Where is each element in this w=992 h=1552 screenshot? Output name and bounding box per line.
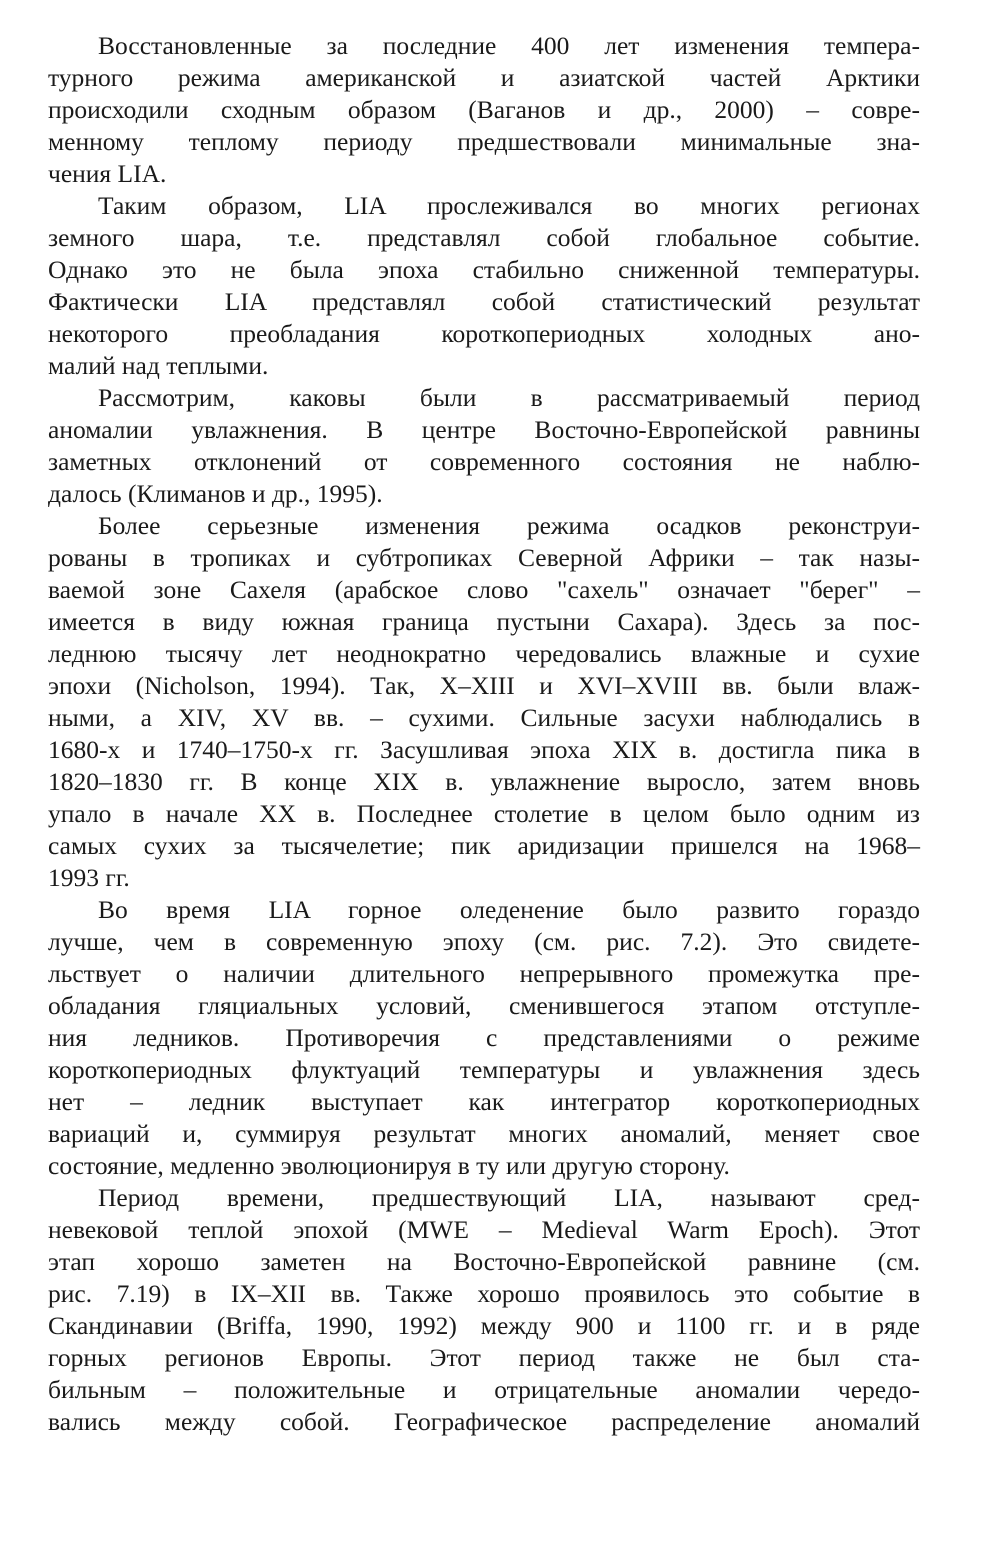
text-line: льствует о наличии длительного непрерывного промежутка пре- [48,959,920,988]
text-line: земного шара, т.е. представлял собой глобальное событие. [48,223,920,252]
text-line: состояние, медленно эволюционируя в ту или другую сторону. [48,1151,730,1180]
text-line: малий над теплыми. [48,351,269,380]
text-line: Фактически LIA представлял собой статистический результат [48,287,920,316]
text-line: Рассмотрим, каковы были в рассматриваемый период [98,383,920,412]
text-line: самых сухих за тысячелетие; пик аридизации пришелся на 1968– [48,831,920,860]
text-line: Однако это не была эпоха стабильно сниженной температуры. [48,255,920,284]
text-line: рованы в тропиках и субтропиках Северной Африки – так назы- [48,543,920,572]
document-page [48,30,920,1438]
text-line: ваемой зоне Сахеля (арабское слово "сахель" означает "берег" – [48,575,920,604]
text-line: имеется в виду южная граница пустыни Сахара). Здесь за пос- [48,607,920,636]
text-line: ными, а XIV, XV вв. – сухими. Сильные засухи наблюдались в [48,703,920,732]
text-line: чения LIA. [48,159,167,188]
paragraph [48,30,920,190]
text-line: этап хорошо заметен на Восточно-Европейской равнине (см. [48,1247,920,1276]
text-line: невековой теплой эпохой (MWE – Medieval Warm Epoch). Этот [48,1215,920,1244]
text-line: горных регионов Европы. Этот период также не был ста- [48,1343,920,1372]
text-line: бильным – положительные и отрицательные аномалии чередо- [48,1375,920,1404]
text-line: обладания гляциальных условий, сменившегося этапом отступле- [48,991,920,1020]
text-line: ния ледников. Противоречия с представлениями о режиме [48,1023,920,1052]
text-line: упало в начале XX в. Последнее столетие в целом было одним из [48,799,920,828]
paragraph [48,1182,920,1438]
paragraph [48,190,920,382]
text-line: заметных отклонений от современного состояния не наблю- [48,447,920,476]
text-line: менному теплому периоду предшествовали минимальные зна- [48,127,920,156]
paragraph [48,382,920,510]
text-line: леднюю тысячу лет неоднократно чередовались влажные и сухие [48,639,920,668]
text-line: Во время LIA горное оледенение было развито гораздо [98,895,920,924]
text-line: турного режима американской и азиатской частей Арктики [48,63,920,92]
text-line: рис. 7.19) в IX–XII вв. Также хорошо проявилось это событие в [48,1279,920,1308]
text-line: Более серьезные изменения режима осадков реконструи- [98,511,920,540]
text-line: эпохи (Nicholson, 1994). Так, X–XIII и XVI–XVIII вв. были влаж- [48,671,920,700]
text-line: Восстановленные за последние 400 лет изменения темпера- [98,31,920,60]
text-line: 1820–1830 гг. В конце XIX в. увлажнение выросло, затем вновь [48,767,920,796]
text-line: 1993 гг. [48,863,130,892]
text-line: Таким образом, LIA прослеживался во многих регионах [98,191,920,220]
text-line: происходили сходным образом (Ваганов и др., 2000) – совре- [48,95,920,124]
text-line: некоторого преобладания короткопериодных холодных ано- [48,319,920,348]
text-line: лучше, чем в современную эпоху (см. рис. 7.2). Это свидете- [48,927,920,956]
text-line: далось (Климанов и др., 1995). [48,479,383,508]
text-line: короткопериодных флуктуаций температуры и увлажнения здесь [48,1055,920,1084]
text-line: вались между собой. Географическое распределение аномалий [48,1407,920,1436]
text-line: вариаций и, суммируя результат многих аномалий, меняет свое [48,1119,920,1148]
paragraph [48,510,920,894]
text-line: Период времени, предшествующий LIA, называют сред- [98,1183,920,1212]
text-line: Скандинавии (Briffa, 1990, 1992) между 900 и 1100 гг. и в ряде [48,1311,920,1340]
paragraph [48,894,920,1182]
text-line: 1680-х и 1740–1750-х гг. Засушливая эпоха XIX в. достигла пика в [48,735,920,764]
text-line: нет – ледник выступает как интегратор короткопериодных [48,1087,920,1116]
text-line: аномалии увлажнения. В центре Восточно-Европейской равнины [48,415,920,444]
